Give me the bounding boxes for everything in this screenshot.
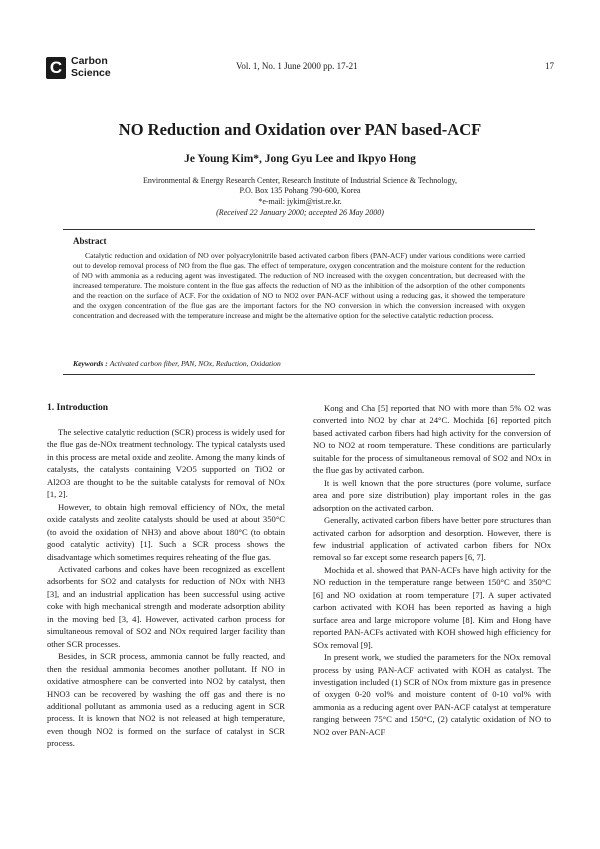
body-paragraph: Mochida et al. showed that PAN-ACFs have high activity for the NO reduction in the temperature range between 150°C and 350°C [6] and NO oxidation at room temperature [7]. A super activated carbon activated with KOH has been reported as having a high surface area and large micropore volume [8]. Kim and Hong have reported PAN-ACFs activated with KOH showed high efficiency for SOx removal [9]. [313, 564, 551, 650]
affiliation-address: P.O. Box 135 Pohang 790-600, Korea [239, 186, 361, 195]
paper-title: NO Reduction and Oxidation over PAN based-ACF [118, 120, 482, 139]
abstract-bottom-rule [63, 374, 535, 375]
abstract-top-rule [63, 229, 535, 230]
body-paragraph: The selective catalytic reduction (SCR) process is widely used for the flue gas de-NOx treatment technology. The typical catalysts used in this process are metal oxide and zeolite. Among the many kinds of catalysts, the catalysts containing V2O5 supported on TiO2 or Al2O3 are thought to be the suitable catalysts for removal of NOx [1, 2]. [47, 427, 285, 500]
section-heading: 1. Introduction [47, 403, 109, 413]
journal-name-line2: Science [71, 66, 111, 79]
affiliation-line: Environmental & Energy Research Center, Research Institute of Industrial Science & Technology, [143, 176, 457, 185]
body-paragraph: However, to obtain high removal efficiency of NOx, the metal oxide catalysts and zeolite catalysts should be used at about 350°C (to avoid the oxidation of NH3) and above about 180°C (to obtain good catalytic activity) [1]. Such a SCR process shows the disadvantage which sometimes requires reheating of the flue gas. [47, 501, 285, 562]
body-paragraph: In present work, we studied the parameters for the NOx removal process by using PAN-ACF activated with KOH as catalyst. The investigation included (1) SCR of NOx from mixture gas in presence of oxygen 0-20 vol% and moisture content of 0-10 vol% with ammonia as a reducing agent over PAN-ACF catalyst at temperature ranging between 75°C and 150°C, (2) catalytic oxidation of NO to NO2 over PAN-ACF [313, 652, 551, 737]
body-paragraph: Activated carbons and cokes have been recognized as excellent adsorbents for SO2 and catalysts for reduction of NOx with NH3 [3], and an industrial application has been successful using active coke with high mechanical strength and moderate adsorption ability in the moving bed [3, 4]. However, activated carbon process for simultaneous removal of SO2 and NOx required larger facility than other SCR processes. [47, 563, 285, 649]
paper-authors: Je Young Kim*, Jong Gyu Lee and Ikpyo Hong [184, 153, 416, 165]
body-paragraph: Besides, in SCR process, ammonia cannot be fully reacted, and then the residual ammonia becomes another pollutant. If NO in oxidative atmosphere can be converted into NO2 by catalyst, then HNO3 can be recovered by washing the off gas and there is no additional pollutant as ammonia used as a reducing agent in SCR process. It is known that NO2 is not released at high temperature, even though NO2 is formed on the surface of catalyst in SCR process. [47, 651, 285, 749]
keywords-list: Activated carbon fiber, PAN, NOx, Reduction, Oxidation [109, 359, 281, 368]
keywords-label: Keywords : [73, 359, 108, 368]
right-column [313, 402, 551, 738]
journal-name [71, 56, 111, 79]
author-email: *e-mail: jykim@rist.re.kr. [258, 197, 342, 206]
carbon-logo-icon: C [46, 57, 66, 79]
journal-reference: Vol. 1, No. 1 June 2000 pp. 17-21 [236, 61, 358, 71]
body-paragraph: Kong and Cha [5] reported that NO with more than 5% O2 was converted into NO2 by char at 24°C. Mochida [6] reported pitch based activated carbon fibers had high activity for the conversion of NO to NO2 at room temperature. These conditions are particularly suitable for the process of simultaneous removal of SO2 and NOx in the flue gas by activated carbon. [313, 403, 551, 476]
journal-name-line1: Carbon [71, 55, 108, 67]
abstract-heading: Abstract [73, 236, 107, 246]
journal-logo [46, 56, 111, 79]
body-paragraph: Generally, activated carbon fibers have better pore structures than activated carbon for adsorption and desorption. However, there is few industrial application of activated carbon fibers for NOx removal so far except some research papers [6, 7]. [313, 515, 551, 563]
body-paragraph: It is well known that the pore structures (pore volume, surface area and pore size distribution) play important roles in the gas adsorption on the activated carbon. [313, 477, 551, 513]
received-dates: (Received 22 January 2000; accepted 26 May 2000) [216, 208, 384, 217]
left-column [47, 402, 285, 750]
keywords-line [73, 359, 533, 369]
page-number: 17 [545, 61, 554, 71]
abstract-text: Catalytic reduction and oxidation of NO over polyacrylonitrile based activated carbon fibers (PAN-ACF) under various conditions were carried out to develop removal process of NO from the flue gas. The effect of temperature, oxygen concentration and the moisture content for the reduction of NO with ammonia as a reducing agent was investigated. The reduction of NO increased with the oxygen concentration, but decreased with the increased temperature. The moisture content in the flue gas affects the reduction of NO as the inhibition of the adsorption of the other components and the reaction on the surface of ACF. For the oxidation of NO to NO2 over PAN-ACF without using a reducing gas, it showed the temperature and the oxygen concentration of the flue gas are the important factors for the NO conversion in which the conversion increased with oxygen concentration and decreased with the temperature increase and might be the alternative option for the selective catalytic reduction process. [73, 251, 525, 320]
